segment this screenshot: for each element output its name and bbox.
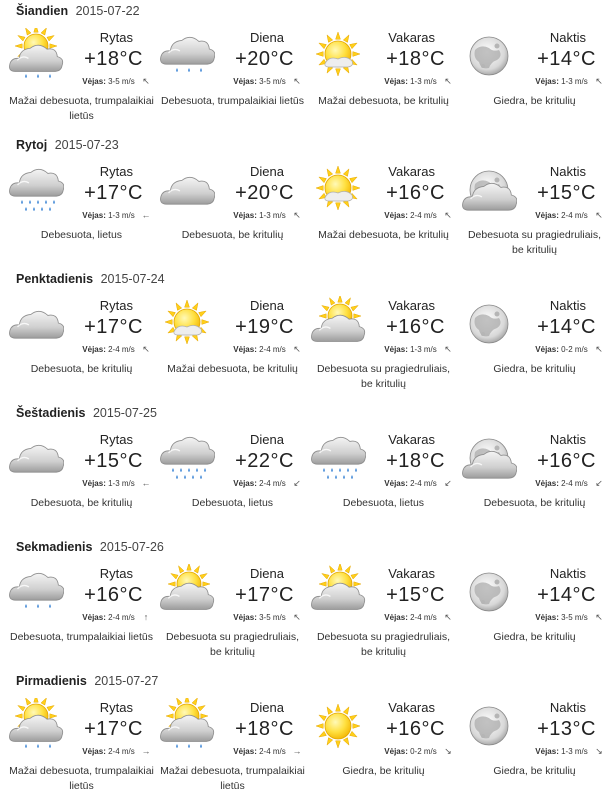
weather-description: Mažai debesuota, be kritulių: [167, 363, 298, 375]
day-name: Šeštadienis: [16, 406, 86, 420]
period-label: Diena: [250, 298, 284, 313]
wind-info: [233, 76, 302, 87]
wind-speed: 2-4 m/s: [410, 211, 437, 220]
temperature: +18°C: [386, 48, 445, 70]
weather-description: Mažai debesuota, trumpalaikiai lietūs: [160, 765, 305, 792]
wind-speed: 1-3 m/s: [259, 211, 286, 220]
wind-info: [233, 746, 302, 756]
period-label: Rytas: [99, 30, 133, 45]
weather-description: Debesuota, lietus: [191, 497, 274, 509]
wind-direction-icon: ↖: [142, 76, 150, 86]
weather-description: Debesuota su pragiedruliais, be kritulių: [316, 631, 451, 658]
wind-info: [384, 478, 453, 489]
forecast-period: [157, 162, 308, 268]
sun-cloud-rain-icon: [159, 698, 215, 754]
day-name: Rytoj: [16, 138, 48, 152]
wind-speed: 3-5 m/s: [561, 613, 588, 622]
wind-direction-icon: ↖: [444, 210, 452, 220]
wind-info: [384, 612, 453, 623]
day-section: [0, 536, 605, 670]
wind-label: Vėjas:: [82, 345, 106, 354]
day-date: 2015-07-24: [100, 272, 165, 286]
wind-label: Vėjas:: [384, 211, 408, 220]
period-label: Diena: [250, 566, 284, 581]
cloud-heavy-rain-icon: [8, 162, 64, 218]
wind-info: [233, 478, 302, 489]
forecast-period: [6, 296, 157, 402]
weather-description: Giedra, be kritulių: [493, 631, 576, 643]
period-label: Vakaras: [388, 30, 435, 45]
wind-info: [535, 478, 604, 489]
weather-description: Debesuota su pragiedruliais, be kritulių: [316, 363, 451, 390]
period-label: Rytas: [99, 298, 133, 313]
wind-speed: 3-5 m/s: [108, 77, 135, 86]
forecast-period: [459, 296, 605, 402]
cloud-icon: [8, 296, 64, 352]
forecast-period: [459, 564, 605, 670]
wind-direction-icon: →: [292, 746, 302, 756]
weather-description: Debesuota, be kritulių: [181, 229, 284, 241]
temperature: +16°C: [386, 718, 445, 740]
wind-label: Vėjas:: [82, 479, 106, 488]
wind-direction-icon: ↖: [595, 76, 603, 86]
day-date: 2015-07-25: [92, 406, 157, 420]
period-label: Rytas: [99, 164, 133, 179]
sun-cloud-rain-icon: [8, 28, 64, 84]
wind-info: [82, 344, 151, 355]
day-date: 2015-07-27: [94, 674, 159, 688]
wind-direction-icon: ←: [141, 210, 151, 220]
temperature: +14°C: [537, 316, 596, 338]
wind-label: Vėjas:: [233, 747, 257, 756]
wind-speed: 0-2 m/s: [410, 747, 437, 756]
sun-small-cloud-icon: [159, 296, 215, 352]
temperature: +16°C: [84, 584, 143, 606]
temperature: +22°C: [235, 450, 294, 472]
forecast-period: [308, 698, 459, 804]
sun-cloud-rain-icon: [8, 698, 64, 754]
temperature: +13°C: [537, 718, 596, 740]
wind-speed: 2-4 m/s: [259, 747, 286, 756]
forecast-period: [6, 28, 157, 134]
wind-label: Vėjas:: [82, 77, 106, 86]
forecast-period: [6, 698, 157, 804]
temperature: +16°C: [386, 316, 445, 338]
period-label: Vakaras: [388, 566, 435, 581]
period-label: Vakaras: [388, 298, 435, 313]
wind-direction-icon: ↖: [293, 210, 301, 220]
wind-label: Vėjas:: [535, 613, 559, 622]
period-label: Rytas: [99, 700, 133, 715]
wind-info: [233, 210, 302, 221]
temperature: +15°C: [84, 450, 143, 472]
forecast-period: [157, 28, 308, 134]
day-section: [0, 268, 605, 402]
wind-label: Vėjas:: [384, 345, 408, 354]
wind-info: [535, 612, 604, 623]
wind-info: [82, 76, 151, 87]
temperature: +20°C: [235, 48, 294, 70]
wind-info: [82, 612, 151, 622]
wind-label: Vėjas:: [233, 345, 257, 354]
wind-direction-icon: ↖: [595, 344, 603, 354]
temperature: +19°C: [235, 316, 294, 338]
temperature: +20°C: [235, 182, 294, 204]
cloud-rain-icon: [159, 28, 215, 84]
forecast-period: [6, 564, 157, 670]
wind-label: Vėjas:: [535, 345, 559, 354]
wind-direction-icon: ↖: [142, 344, 150, 354]
cloud-rain-icon: [8, 564, 64, 620]
wind-label: Vėjas:: [384, 747, 408, 756]
wind-label: Vėjas:: [384, 77, 408, 86]
wind-speed: 0-2 m/s: [561, 345, 588, 354]
period-label: Naktis: [549, 432, 586, 447]
temperature: +17°C: [84, 182, 143, 204]
temperature: +14°C: [537, 48, 596, 70]
wind-speed: 2-4 m/s: [259, 345, 286, 354]
period-label: Naktis: [549, 30, 586, 45]
wind-direction-icon: ↙: [444, 478, 452, 488]
moon-icon: [461, 28, 517, 84]
wind-speed: 2-4 m/s: [410, 479, 437, 488]
wind-label: Vėjas:: [233, 479, 257, 488]
wind-direction-icon: ↙: [595, 478, 603, 488]
period-label: Rytas: [99, 566, 133, 581]
day-title: [16, 540, 164, 554]
wind-speed: 2-4 m/s: [108, 747, 135, 756]
weather-description: Debesuota, lietus: [40, 229, 123, 241]
weather-description: Mažai debesuota, trumpalaikiai lietūs: [9, 95, 154, 122]
moon-icon: [461, 296, 517, 352]
wind-label: Vėjas:: [82, 211, 106, 220]
temperature: +16°C: [537, 450, 596, 472]
wind-info: [535, 210, 604, 221]
wind-direction-icon: ↖: [444, 76, 452, 86]
wind-info: [82, 746, 151, 756]
wind-info: [384, 746, 453, 757]
period-label: Naktis: [549, 700, 586, 715]
wind-info: [233, 612, 302, 623]
wind-speed: 1-3 m/s: [108, 479, 135, 488]
weather-description: Giedra, be kritulių: [493, 95, 576, 107]
period-label: Naktis: [549, 298, 586, 313]
weather-description: Giedra, be kritulių: [342, 765, 425, 777]
forecast-period: [308, 162, 459, 268]
period-label: Diena: [250, 432, 284, 447]
wind-speed: 1-3 m/s: [108, 211, 135, 220]
day-title: [16, 138, 119, 152]
forecast-period: [459, 698, 605, 804]
wind-label: Vėjas:: [384, 479, 408, 488]
wind-speed: 1-3 m/s: [410, 345, 437, 354]
wind-speed: 2-4 m/s: [561, 479, 588, 488]
day-section: [0, 0, 605, 134]
temperature: +15°C: [537, 182, 596, 204]
temperature: +17°C: [84, 718, 143, 740]
weather-description: Debesuota, be kritulių: [30, 497, 133, 509]
wind-direction-icon: ↖: [595, 612, 603, 622]
wind-label: Vėjas:: [233, 613, 257, 622]
wind-direction-icon: ↙: [293, 478, 301, 488]
wind-label: Vėjas:: [233, 77, 257, 86]
weather-description: Mažai debesuota, be kritulių: [318, 95, 449, 107]
period-label: Rytas: [99, 432, 133, 447]
period-label: Diena: [250, 30, 284, 45]
day-title: [16, 4, 140, 18]
weather-description: Giedra, be kritulių: [493, 363, 576, 375]
forecast-period: [308, 564, 459, 670]
forecast-period: [157, 430, 308, 536]
wind-label: Vėjas:: [535, 479, 559, 488]
wind-label: Vėjas:: [535, 747, 559, 756]
wind-label: Vėjas:: [82, 747, 106, 756]
wind-direction-icon: ↖: [444, 344, 452, 354]
temperature: +14°C: [537, 584, 596, 606]
weather-description: Mažai debesuota, trumpalaikiai lietūs: [9, 765, 154, 792]
weather-description: Debesuota su pragiedruliais, be kritulių: [165, 631, 300, 658]
forecast-period: [459, 162, 605, 268]
forecast-period: [459, 430, 605, 536]
forecast-period: [157, 564, 308, 670]
sun-small-cloud-icon: [310, 28, 366, 84]
wind-direction-icon: ↑: [143, 612, 149, 622]
wind-label: Vėjas:: [384, 613, 408, 622]
day-date: 2015-07-26: [99, 540, 164, 554]
weather-description: Mažai debesuota, be kritulių: [318, 229, 449, 241]
cloud-heavy-rain-icon: [310, 430, 366, 486]
forecast-period: [6, 430, 157, 536]
wind-direction-icon: →: [141, 746, 151, 756]
wind-direction-icon: ←: [141, 478, 151, 488]
wind-label: Vėjas:: [535, 77, 559, 86]
day-name: Šiandien: [16, 4, 69, 18]
cloud-icon: [159, 162, 215, 218]
temperature: +15°C: [386, 584, 445, 606]
moon-cloud-icon: [461, 162, 517, 218]
weather-description: Debesuota, be kritulių: [483, 497, 586, 509]
forecast-period: [308, 296, 459, 402]
weather-description: Debesuota, trumpalaikiai lietūs: [161, 95, 304, 107]
wind-info: [82, 478, 151, 488]
weather-description: Debesuota su pragiedruliais, be kritulių: [467, 229, 602, 256]
forecast-period: [157, 698, 308, 804]
day-title: [16, 674, 158, 688]
temperature: +18°C: [235, 718, 294, 740]
day-name: Penktadienis: [16, 272, 94, 286]
cloud-icon: [8, 430, 64, 486]
wind-speed: 2-4 m/s: [561, 211, 588, 220]
wind-info: [535, 76, 604, 87]
wind-direction-icon: ↖: [595, 210, 603, 220]
wind-info: [535, 344, 604, 355]
temperature: +16°C: [386, 182, 445, 204]
weather-description: Debesuota, trumpalaikiai lietūs: [10, 631, 153, 643]
temperature: +17°C: [235, 584, 294, 606]
wind-label: Vėjas:: [535, 211, 559, 220]
weather-description: Debesuota, be kritulių: [30, 363, 133, 375]
day-date: 2015-07-23: [54, 138, 119, 152]
temperature: +17°C: [84, 316, 143, 338]
wind-info: [384, 76, 453, 87]
wind-speed: 1-3 m/s: [410, 77, 437, 86]
wind-info: [535, 746, 604, 757]
wind-speed: 1-3 m/s: [561, 77, 588, 86]
wind-info: [82, 210, 151, 220]
sun-cloud-icon: [310, 564, 366, 620]
moon-cloud-icon: [461, 430, 517, 486]
period-label: Naktis: [549, 164, 586, 179]
wind-speed: 1-3 m/s: [561, 747, 588, 756]
forecast-period: [308, 430, 459, 536]
period-label: Vakaras: [388, 164, 435, 179]
forecast-period: [6, 162, 157, 268]
sun-small-cloud-icon: [310, 162, 366, 218]
day-section: [0, 402, 605, 536]
forecast-period: [308, 28, 459, 134]
sun-cloud-icon: [159, 564, 215, 620]
sun-icon: [310, 698, 366, 754]
wind-info: [233, 344, 302, 355]
wind-info: [384, 210, 453, 221]
wind-direction-icon: ↘: [444, 746, 452, 756]
wind-info: [384, 344, 453, 355]
wind-speed: 3-5 m/s: [259, 613, 286, 622]
day-section: [0, 134, 605, 268]
period-label: Diena: [250, 164, 284, 179]
wind-speed: 2-4 m/s: [410, 613, 437, 622]
wind-direction-icon: ↖: [293, 612, 301, 622]
moon-icon: [461, 564, 517, 620]
sun-cloud-icon: [310, 296, 366, 352]
day-section: [0, 670, 605, 804]
day-title: [16, 406, 157, 420]
day-date: 2015-07-22: [75, 4, 140, 18]
period-label: Vakaras: [388, 700, 435, 715]
period-label: Diena: [250, 700, 284, 715]
temperature: +18°C: [386, 450, 445, 472]
forecast-period: [157, 296, 308, 402]
moon-icon: [461, 698, 517, 754]
wind-speed: 2-4 m/s: [259, 479, 286, 488]
weather-description: Giedra, be kritulių: [493, 765, 576, 777]
temperature: +18°C: [84, 48, 143, 70]
period-label: Vakaras: [388, 432, 435, 447]
wind-direction-icon: ↖: [293, 76, 301, 86]
wind-direction-icon: ↖: [293, 344, 301, 354]
period-label: Naktis: [549, 566, 586, 581]
day-name: Pirmadienis: [16, 674, 87, 688]
day-name: Sekmadienis: [16, 540, 93, 554]
wind-direction-icon: ↖: [444, 612, 452, 622]
wind-speed: 2-4 m/s: [108, 345, 135, 354]
day-title: [16, 272, 165, 286]
wind-direction-icon: ↘: [595, 746, 603, 756]
forecast-period: [459, 28, 605, 134]
cloud-heavy-rain-icon: [159, 430, 215, 486]
wind-label: Vėjas:: [82, 613, 106, 622]
wind-label: Vėjas:: [233, 211, 257, 220]
wind-speed: 3-5 m/s: [259, 77, 286, 86]
weather-description: Debesuota, lietus: [342, 497, 425, 509]
wind-speed: 2-4 m/s: [108, 613, 135, 622]
